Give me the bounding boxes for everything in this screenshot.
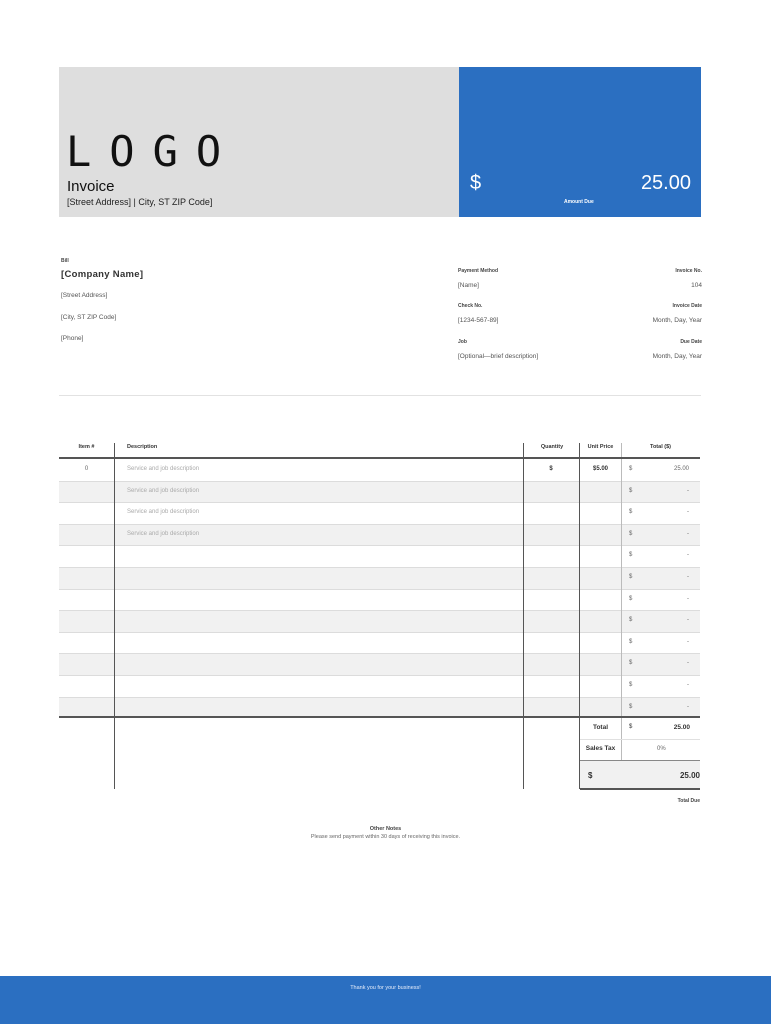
cell-quantity: $	[549, 466, 553, 472]
total-label: Total	[592, 724, 609, 731]
cell-currency: $	[629, 574, 633, 580]
invoice-date-value: Month, Day, Year	[652, 317, 702, 324]
cell-currency: $	[629, 487, 633, 494]
total-value: 25.00	[673, 724, 690, 731]
section-divider	[59, 395, 701, 396]
amount-due-panel	[459, 67, 701, 217]
check-no-label: Check No.	[458, 303, 483, 309]
invoice-title: Invoice	[67, 178, 115, 195]
col-line	[114, 443, 115, 789]
check-no-value: [1234-567-89]	[458, 317, 499, 324]
cell-total: -	[687, 660, 689, 667]
amount-due-label: Amount Due	[564, 199, 594, 205]
col-line	[579, 443, 580, 789]
total-due-label: Total Due	[677, 798, 700, 804]
cell-total: -	[687, 617, 689, 624]
sender-address: [Street Address] | City, ST ZIP Code]	[67, 197, 213, 207]
header-unit-price: Unit Price	[587, 444, 614, 450]
total-due-currency: $	[588, 771, 593, 780]
due-date-label: Due Date	[680, 339, 702, 345]
payment-method-value: [Name]	[458, 282, 479, 289]
cell-total: -	[687, 703, 689, 710]
notes-text: Please send payment within 30 days of receiving this invoice.	[310, 834, 461, 840]
footer-bar	[0, 976, 771, 1024]
cell-currency: $	[629, 638, 633, 645]
cell-total: -	[687, 682, 689, 688]
cell-item: 0	[84, 466, 89, 472]
cell-total: -	[687, 509, 689, 516]
job-label: Job	[458, 339, 467, 345]
cell-total: -	[687, 552, 689, 559]
cell-currency: $	[629, 509, 633, 516]
col-line	[621, 443, 622, 761]
row-shade	[59, 567, 700, 589]
header-description: Description	[127, 444, 158, 450]
cell-description: Service and job description	[127, 530, 200, 537]
cell-total: -	[687, 595, 689, 602]
notes-title: Other Notes	[369, 826, 402, 832]
cell-currency: $	[629, 466, 633, 472]
cell-total: -	[687, 530, 689, 537]
header-quantity: Quantity	[540, 444, 564, 450]
col-line	[523, 443, 524, 789]
sales-tax-label: Sales Tax	[585, 745, 616, 752]
cell-description: Service and job description	[127, 466, 200, 472]
bill-city: [City, ST ZIP Code]	[61, 314, 117, 321]
cell-currency: $	[629, 660, 633, 667]
header-item: Item #	[78, 444, 95, 450]
cell-unit-price: $5.00	[592, 466, 608, 472]
payment-method-label: Payment Method	[458, 268, 499, 274]
cell-total: -	[687, 574, 689, 580]
row-shade	[59, 610, 700, 632]
bill-phone: [Phone]	[61, 335, 84, 342]
amount-currency: $	[470, 172, 482, 194]
header-left-panel	[59, 67, 459, 217]
invoice-no-label: Invoice No.	[675, 268, 702, 274]
total-currency: $	[629, 724, 633, 730]
bill-to-label: Bill	[61, 258, 69, 264]
cell-currency: $	[629, 595, 633, 602]
total-due-value: 25.00	[679, 771, 700, 780]
cell-description: Service and job description	[127, 509, 200, 516]
cell-description: Service and job description	[127, 487, 200, 494]
cell-currency: $	[629, 617, 633, 624]
header-total: Total ($)	[650, 444, 671, 450]
bill-street: [Street Address]	[61, 292, 108, 299]
header-rule	[59, 457, 700, 459]
row-shade	[59, 697, 700, 719]
cell-total: 25.00	[673, 466, 689, 472]
invoice-date-label: Invoice Date	[672, 303, 702, 309]
job-value: [Optional—brief description]	[458, 353, 539, 360]
table-bottom-rule	[59, 716, 700, 718]
company-name: [Company Name]	[61, 269, 144, 280]
footer-text: Thank you for your business!	[350, 985, 421, 991]
cell-total: -	[687, 638, 689, 645]
sales-tax-value: 0%	[657, 746, 666, 752]
cell-currency: $	[629, 682, 633, 688]
invoice-no-value: 104	[691, 282, 702, 289]
cell-currency: $	[629, 703, 633, 710]
cell-currency: $	[629, 530, 633, 537]
amount-value: 25.00	[640, 172, 691, 194]
row-shade	[59, 653, 700, 675]
cell-currency: $	[629, 552, 633, 559]
cell-total: -	[687, 487, 689, 494]
due-date-value: Month, Day, Year	[652, 353, 702, 360]
logo: LOGO	[66, 127, 240, 176]
